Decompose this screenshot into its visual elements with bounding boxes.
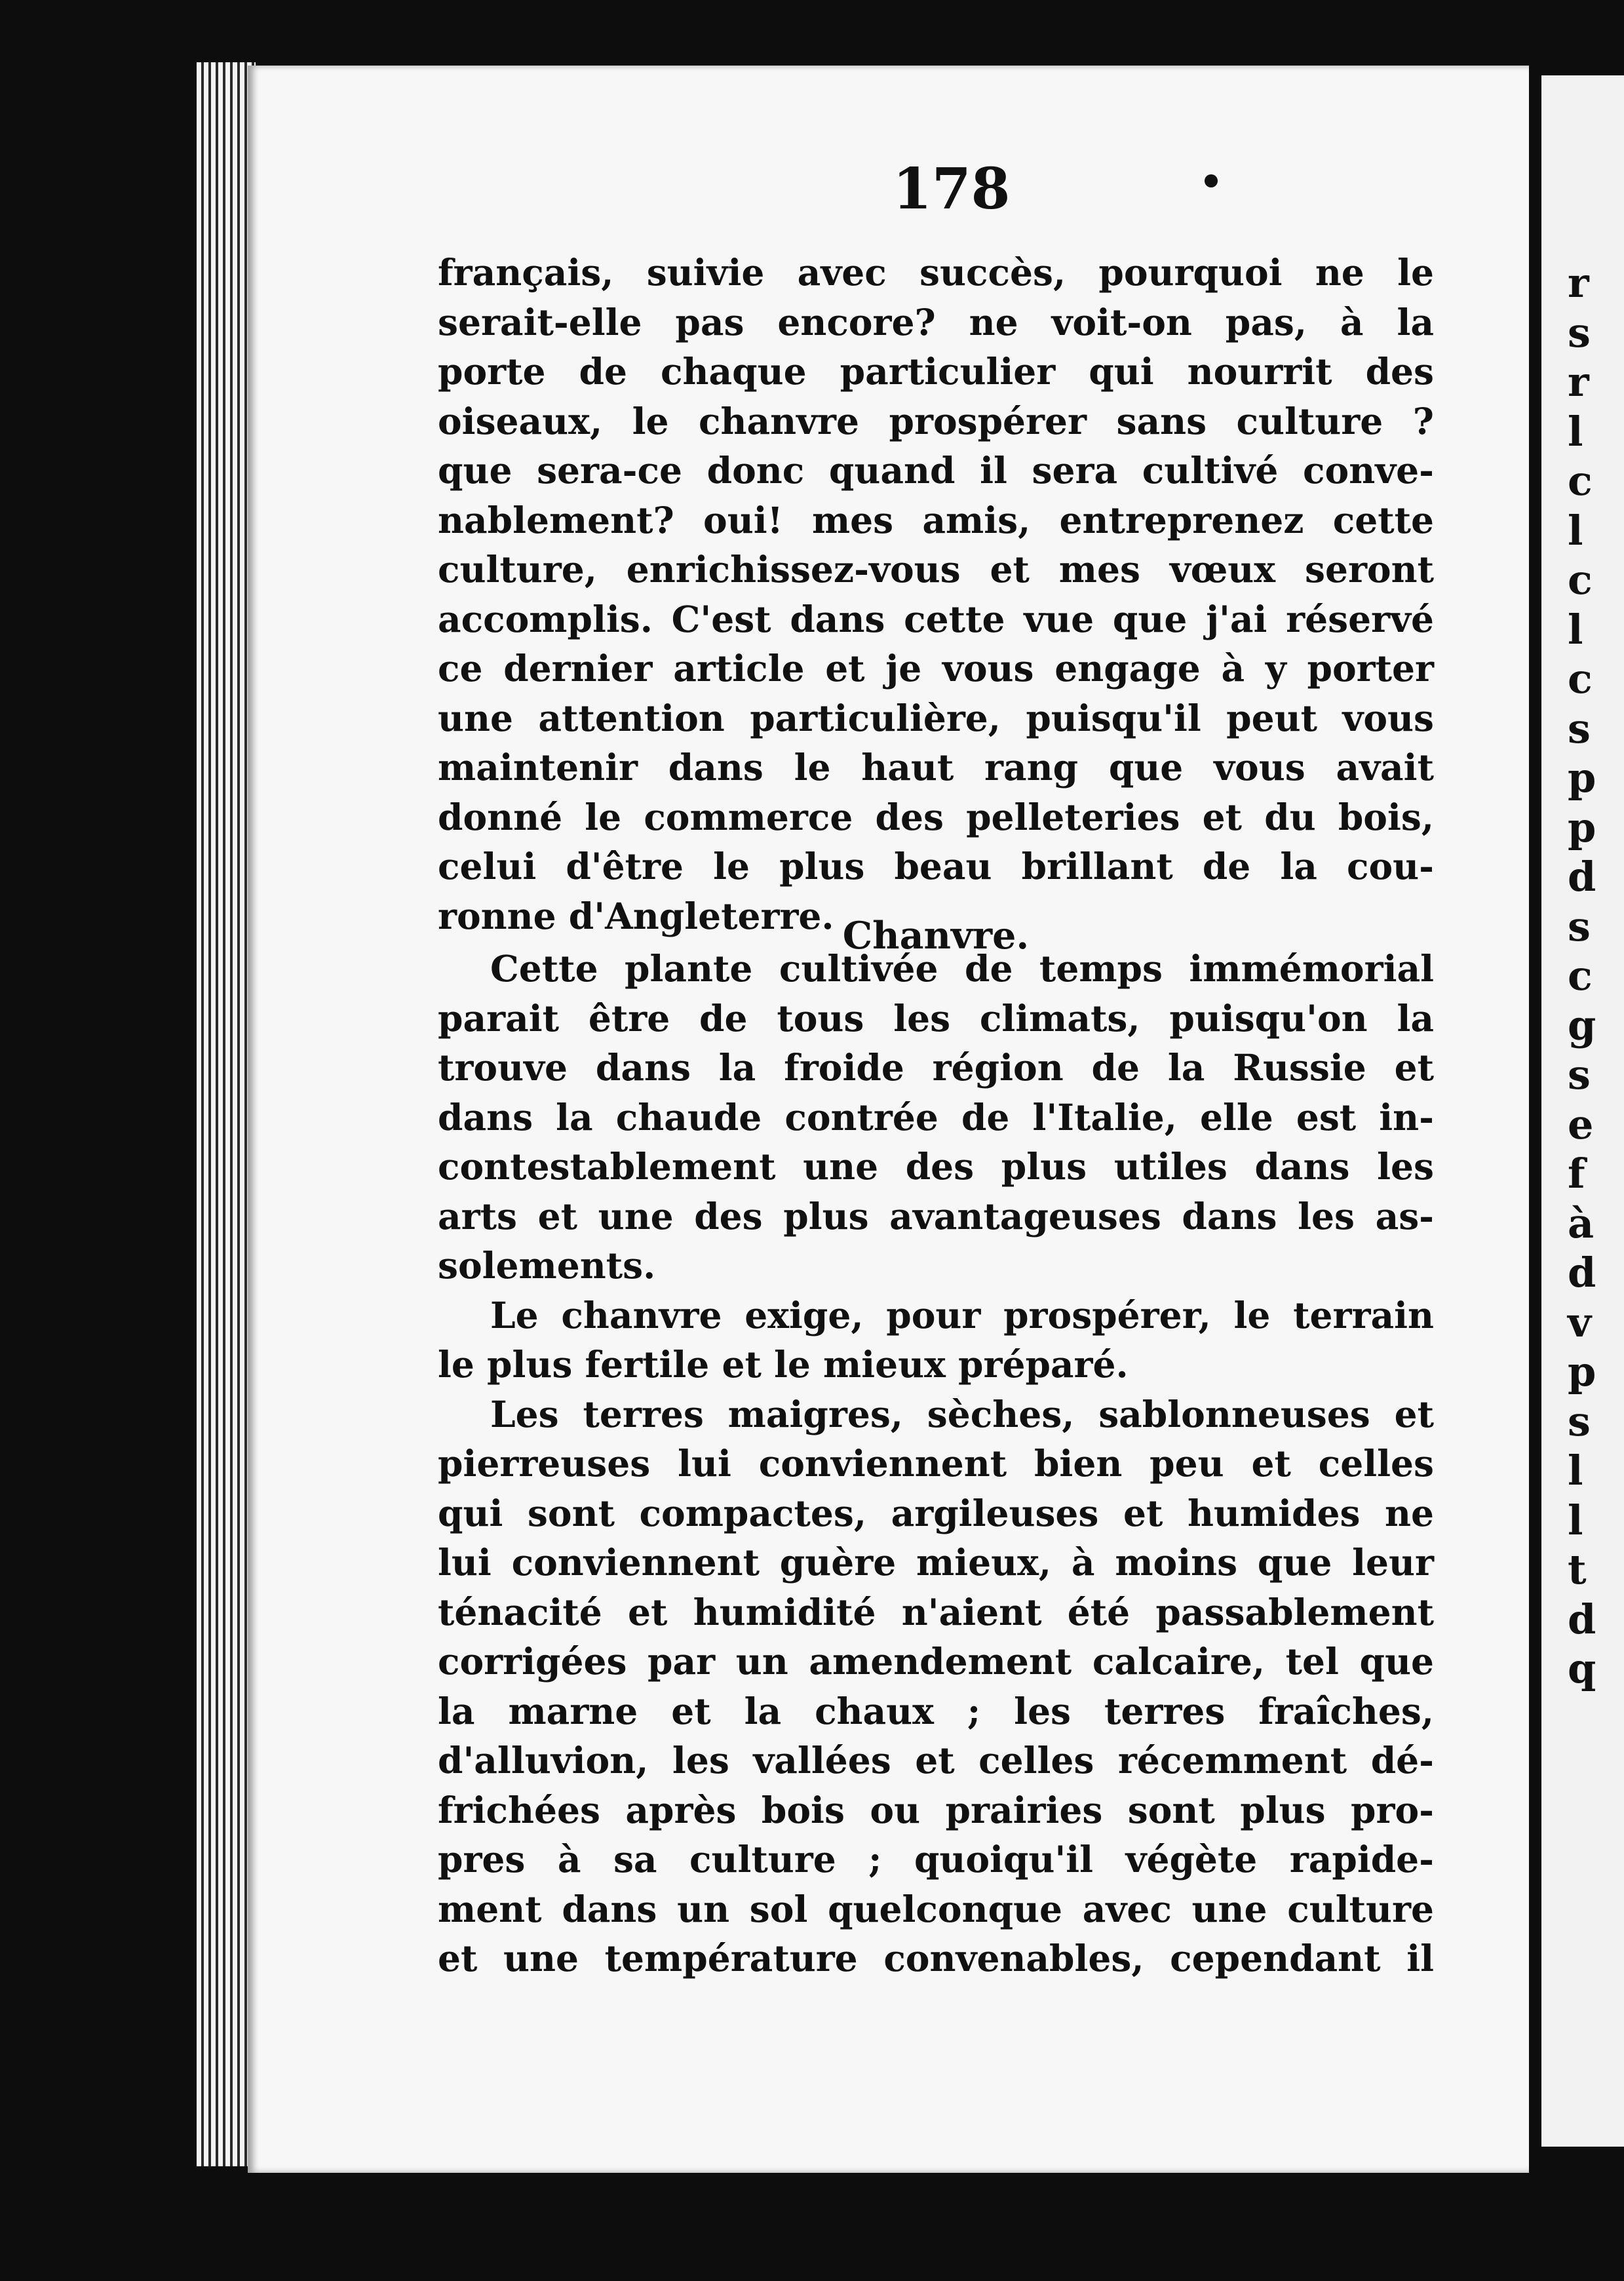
text-line: Cette plante cultivée de temps immémorial: [490, 947, 1434, 990]
facing-page-glyph: v: [1568, 1298, 1592, 1346]
body-after-heading: [438, 944, 1434, 1983]
facing-page-glyph: p: [1568, 1348, 1596, 1395]
text-line: accomplis. C'est dans cette vue que j'ai réservé: [438, 597, 1434, 640]
text-line: et une température convenables, cependant il: [438, 1937, 1434, 1979]
text-line: solements.: [438, 1244, 656, 1287]
text-line: Le chanvre exige, pour prospérer, le terrain: [490, 1293, 1434, 1336]
page-number: 178: [893, 156, 1011, 222]
text-line: corrigées par un amendement calcaire, tel que: [438, 1640, 1434, 1683]
facing-page-glyph: l: [1568, 1447, 1583, 1494]
text-line: trouve dans la froide région de la Russie et: [438, 1046, 1434, 1089]
text-line: qui sont compactes, argileuses et humides ne: [438, 1491, 1434, 1534]
text-line: maintenir dans le haut rang que vous avait: [438, 746, 1434, 789]
page-edges: [197, 62, 256, 2166]
facing-page-glyph: s: [1568, 1397, 1591, 1445]
text-line: contestablement une des plus utiles dans les: [438, 1145, 1434, 1188]
facing-page-glyph: c: [1568, 952, 1593, 1000]
facing-page: [1541, 75, 1624, 2147]
text-line: que sera-ce donc quand il sera cultivé conve-: [438, 449, 1434, 492]
text-line: frichées après bois ou prairies sont plus pro-: [438, 1788, 1434, 1831]
text-line: porte de chaque particulier qui nourrit des: [438, 350, 1434, 393]
facing-page-glyph: e: [1568, 1100, 1594, 1148]
text-line: celui d'être le plus beau brillant de la cou-: [438, 845, 1434, 887]
bullet-mark: [1205, 174, 1218, 187]
text-line: parait être de tous les climats, puisqu'on la: [438, 996, 1434, 1040]
text-line: ténacité et humidité n'aient été passablement: [438, 1590, 1434, 1633]
facing-page-glyph: t: [1568, 1546, 1587, 1593]
text-line: la marne et la chaux ; les terres fraîches,: [438, 1689, 1434, 1732]
text-line: d'alluvion, les vallées et celles récemment dé-: [438, 1739, 1434, 1782]
text-line: culture, enrichissez-vous et mes vœux seront: [438, 548, 1434, 591]
text-line: pres à sa culture ; quoiqu'il végète rapide-: [438, 1838, 1434, 1881]
text-line: pierreuses lui conviennent bien peu et celles: [438, 1442, 1434, 1485]
text-line: donné le commerce des pelleteries et du bois,: [438, 795, 1434, 838]
facing-page-glyph: r: [1568, 358, 1589, 406]
facing-page-glyph: d: [1568, 1595, 1596, 1643]
text-line: une attention particulière, puisqu'il peut vous: [438, 696, 1434, 739]
paragraph-1: [438, 248, 1434, 941]
facing-page-glyph: d: [1568, 1249, 1596, 1296]
facing-page-glyph: à: [1568, 1199, 1595, 1247]
facing-page-glyph: r: [1568, 259, 1589, 307]
facing-page-glyph: c: [1568, 556, 1593, 604]
facing-page-glyph: l: [1568, 506, 1583, 555]
text-line: français, suivie avec succès, pourquoi ne le: [438, 251, 1434, 294]
facing-page-glyph: l: [1568, 605, 1583, 653]
facing-page-glyph: c: [1568, 655, 1593, 703]
text-line: Les terres maigres, sèches, sablonneuses et: [490, 1392, 1434, 1435]
text-line: le plus fertile et le mieux préparé.: [438, 1343, 1129, 1386]
facing-page-glyph: g: [1568, 1001, 1596, 1049]
facing-page-glyph: s: [1568, 1051, 1591, 1099]
facing-page-glyph: l: [1568, 407, 1583, 456]
facing-page-glyph: c: [1568, 457, 1593, 505]
facing-page-glyph: q: [1568, 1645, 1596, 1692]
text-line: ment dans un sol quelconque avec une culture: [438, 1887, 1434, 1930]
facing-page-glyph: l: [1568, 1496, 1583, 1544]
facing-page-glyph: p: [1568, 803, 1596, 851]
text-line: ce dernier article et je vous engage à y porter: [438, 647, 1434, 690]
text-line: arts et une des plus avantageuses dans les as-: [438, 1194, 1434, 1238]
section-heading: Chanvre.: [842, 914, 1030, 958]
text-line: ronne d'Angleterre.: [438, 894, 834, 937]
facing-page-glyph: s: [1568, 704, 1591, 752]
text-line: dans la chaude contrée de l'Italie, elle est in-: [438, 1095, 1434, 1139]
text-line: nablement? oui! mes amis, entreprenez cette: [438, 498, 1434, 541]
facing-page-glyph: f: [1568, 1150, 1585, 1198]
facing-page-glyph: s: [1568, 902, 1591, 950]
text-line: lui conviennent guère mieux, à moins que leur: [438, 1541, 1434, 1584]
facing-page-glyph: d: [1568, 853, 1596, 901]
facing-page-glyph: s: [1568, 308, 1591, 357]
text-line: serait-elle pas encore? ne voit-on pas, à la: [438, 300, 1434, 343]
facing-page-glyph: p: [1568, 754, 1596, 802]
text-line: oiseaux, le chanvre prospérer sans culture ?: [438, 399, 1434, 442]
